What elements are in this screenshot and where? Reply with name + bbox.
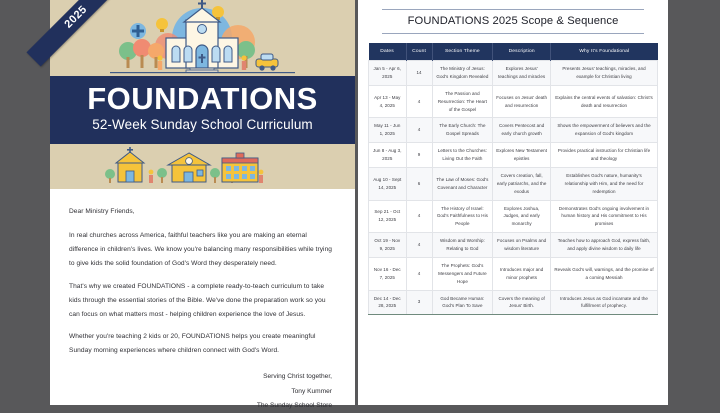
table-row (369, 257, 658, 290)
large-building-icon (222, 153, 258, 182)
column-header-why: Why It's Foundational (551, 43, 658, 61)
document-spread (50, 0, 720, 409)
cell-why: Establishes God's nature, humanity's relationship with Him, and the need for redemption (551, 167, 658, 200)
signature-organization: The Sunday School Store (256, 401, 332, 409)
cell-description: Covers creation, fall, early patriarchs, and the exodus (493, 167, 551, 200)
cell-why: Introduces Jesus as God incarnate and the fulfillment of prophecy. (551, 290, 658, 315)
table-row (369, 200, 658, 233)
letter-paragraph: That's why we created FOUNDATIONS - a complete ready-to-teach curriculum to take kids through the essential stories of the Bible. We've done the preparation work so you can focus on what matters most - helping children experience the love of Jesus. (69, 282, 326, 318)
cell-description: Covers Pentecost and early church growth (493, 118, 551, 143)
table-row (369, 61, 658, 86)
cell-theme: God Became Human: God's Plan To Save (432, 290, 493, 315)
person-icon (157, 55, 162, 70)
cell-count: 6 (406, 167, 432, 200)
cell-why: Teaches how to approach God, express faith, and apply divine wisdom to daily life (551, 233, 658, 258)
cell-theme: Wisdom and Worship: Relating to God (432, 233, 493, 258)
table-row (369, 118, 658, 143)
table-row (369, 290, 658, 315)
cell-theme: The Passion and Resurrection: The Heart of the Gospel (432, 85, 493, 118)
cell-theme: The Prophets: God's Messengers and Future Hope (432, 257, 493, 290)
cell-count: 9 (406, 143, 432, 168)
column-header-dates: Dates (369, 43, 407, 61)
cell-count: 3 (406, 290, 432, 315)
hero-section (50, 0, 355, 189)
cell-description: Focuses on Jesus' death and resurrection (493, 85, 551, 118)
table-row (369, 143, 658, 168)
cell-description: Explores Jesus' teachings and miracles (493, 61, 551, 86)
signature-closing: Serving Christ together, (263, 373, 332, 381)
cell-count: 4 (406, 118, 432, 143)
cell-why: Shows the empowerment of believers and the expansion of God's kingdom (551, 118, 658, 143)
cell-why: Provides practical instruction for Christian life and theology (551, 143, 658, 168)
cell-count: 4 (406, 257, 432, 290)
small-church-icon (116, 147, 144, 182)
cell-why: Demonstrates God's ongoing involvement in human history and His commitment to His promises (551, 200, 658, 233)
letter-paragraph: Whether you're teaching 2 kids or 20, FOUNDATIONS helps you create meaningful Sunday morning experiences where children connect with God's Word. (69, 333, 316, 355)
cell-dates: Dec 14 - Dec 28, 2025 (369, 290, 407, 315)
buildings-illustration (50, 144, 355, 189)
cell-dates: Sep 21 - Oct 12, 2025 (369, 200, 407, 233)
hero-illustration-area (50, 0, 355, 76)
table-row (369, 85, 658, 118)
column-header-theme: Section Theme (432, 43, 493, 61)
table-body (369, 61, 658, 315)
cell-dates: Aug 10 - Sept 14, 2025 (369, 167, 407, 200)
banner-title: FOUNDATIONS (87, 81, 318, 116)
cover-letter-page (50, 0, 355, 409)
letter-signature (69, 370, 336, 413)
cell-theme: The Law of Moses: God's Covenant and Character (432, 167, 493, 200)
church-illustration (50, 2, 355, 76)
buildings-illustration-area (50, 144, 355, 189)
title-banner (50, 76, 355, 144)
cell-dates: Oct 19 - Nov 9, 2025 (369, 233, 407, 258)
car-icon (256, 54, 278, 71)
cell-description: Introduces major and minor prophets (493, 257, 551, 290)
school-building-icon (168, 153, 210, 182)
cell-theme: The History of Israel: God's Faithfulness to His People (432, 200, 493, 233)
letter-paragraph: In real churches across America, faithful teachers like you are making an eternal difference in children's lives. We know you're balancing many responsibilities while trying to give kids the solid foundation of God's Word they desperately need. (69, 232, 333, 268)
cell-description: Explores Joshua, Judges, and early monarchy (493, 200, 551, 233)
cell-dates: Jan 5 - Apr 6, 2025 (369, 61, 407, 86)
page-title: FOUNDATIONS 2025 Scope & Sequence (382, 9, 644, 34)
cell-count: 4 (406, 85, 432, 118)
cell-description: Explores New Testament epistles (493, 143, 551, 168)
cell-dates: Jun 8 - Aug 3, 2025 (369, 143, 407, 168)
table-row (369, 167, 658, 200)
table-header (369, 43, 658, 61)
scope-and-sequence-page (358, 0, 668, 405)
cell-why: Explains the central events of salvation: Christ's death and resurrection (551, 85, 658, 118)
cell-why: Reveals God's will, warnings, and the promise of a coming Messiah (551, 257, 658, 290)
cell-description: Focuses on Psalms and wisdom literature (493, 233, 551, 258)
person-icon (149, 169, 154, 182)
cross-symbol-icon (130, 23, 146, 39)
cell-description: Covers the meaning of Jesus' Birth. (493, 290, 551, 315)
cell-count: 14 (406, 61, 432, 86)
letter-salutation: Dear Ministry Friends, (69, 207, 135, 215)
cell-theme: Letters to the Churches: Living Out the Faith (432, 143, 493, 168)
column-header-description: Description (493, 43, 551, 61)
cell-dates: May 11 - Jun 1, 2025 (369, 118, 407, 143)
banner-subtitle: 52-Week Sunday School Curriculum (92, 116, 313, 132)
steeple-cross-icon (198, 0, 206, 9)
cell-dates: Nov 16 - Dec 7, 2025 (369, 257, 407, 290)
cell-dates: Apr 13 - May 4, 2025 (369, 85, 407, 118)
table-row (369, 233, 658, 258)
cell-count: 4 (406, 200, 432, 233)
table-header-row (369, 43, 658, 61)
cell-theme: The Ministry of Jesus: God's Kingdom Revealed (432, 61, 493, 86)
signature-name: Tony Kummer (291, 387, 332, 395)
letter-body (50, 189, 355, 413)
scope-sequence-table (368, 43, 658, 315)
column-header-count: Count (406, 43, 432, 61)
cell-why: Presents Jesus' teachings, miracles, and example for Christian living (551, 61, 658, 86)
cell-count: 4 (406, 233, 432, 258)
cell-theme: The Early Church: The Gospel Spreads (432, 118, 493, 143)
year-ribbon-label: 2025 (62, 3, 90, 31)
